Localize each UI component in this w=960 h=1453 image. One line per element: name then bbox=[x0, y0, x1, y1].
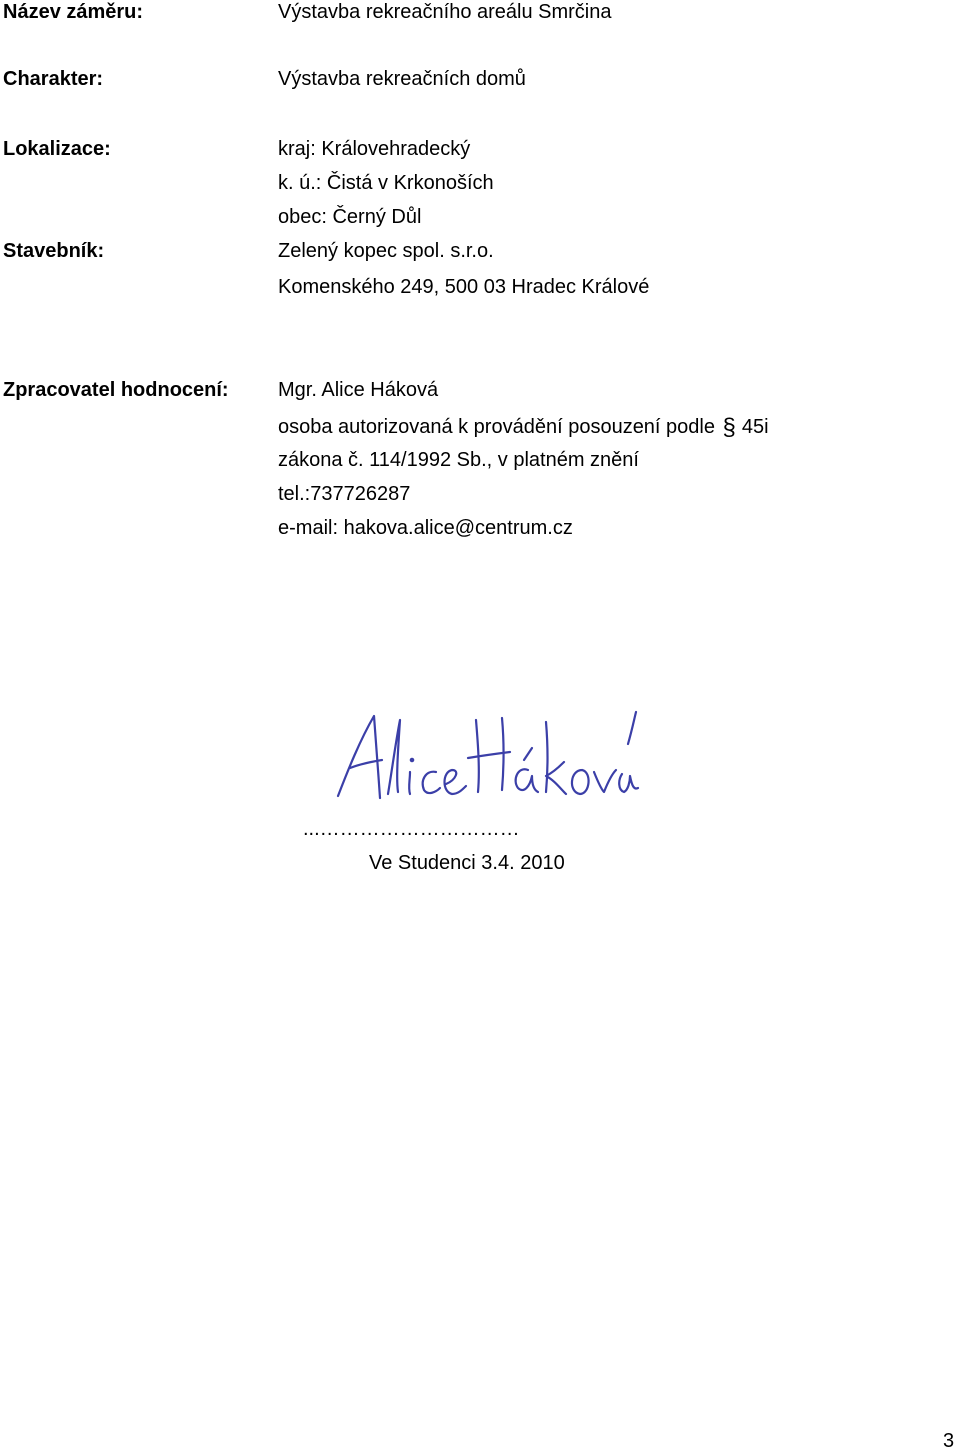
assessor-role-law: zákona č. 114/1992 Sb., v platném znění bbox=[278, 449, 639, 471]
character-value: Výstavba rekreačních domů bbox=[278, 68, 526, 90]
assessor-name: Mgr. Alice Háková bbox=[278, 379, 439, 401]
assessor-email: e-mail: hakova.alice@centrum.cz bbox=[278, 517, 573, 539]
location-label: Lokalizace: bbox=[3, 138, 111, 160]
section-sign-icon: § bbox=[722, 414, 736, 441]
assessor-label: Zpracovatel hodnocení: bbox=[3, 379, 229, 401]
location-municipality: obec: Černý Důl bbox=[278, 206, 422, 228]
assessor-role-line bbox=[278, 414, 769, 442]
builder-name: Zelený kopec spol. s.r.o. bbox=[278, 240, 494, 262]
handwritten-signature bbox=[328, 700, 648, 812]
page-number: 3 bbox=[943, 1430, 955, 1452]
location-region: kraj: Královehradecký bbox=[278, 138, 471, 160]
builder-address: Komenského 249, 500 03 Hradec Králové bbox=[278, 276, 650, 298]
project-label: Název záměru: bbox=[3, 1, 144, 23]
builder-label: Stavebník: bbox=[3, 240, 105, 262]
location-cadastral: k. ú.: Čistá v Krkonoších bbox=[278, 172, 494, 194]
assessor-phone: tel.:737726287 bbox=[278, 483, 411, 505]
project-value: Výstavba rekreačního areálu Smrčina bbox=[278, 1, 612, 23]
signature-line: ...………………………… bbox=[303, 818, 520, 840]
character-label: Charakter: bbox=[3, 68, 104, 90]
assessor-role-section: 45i bbox=[741, 416, 769, 438]
assessor-role-text: osoba autorizovaná k provádění posouzení podle bbox=[278, 416, 715, 438]
place-date: Ve Studenci 3.4. 2010 bbox=[369, 852, 565, 874]
